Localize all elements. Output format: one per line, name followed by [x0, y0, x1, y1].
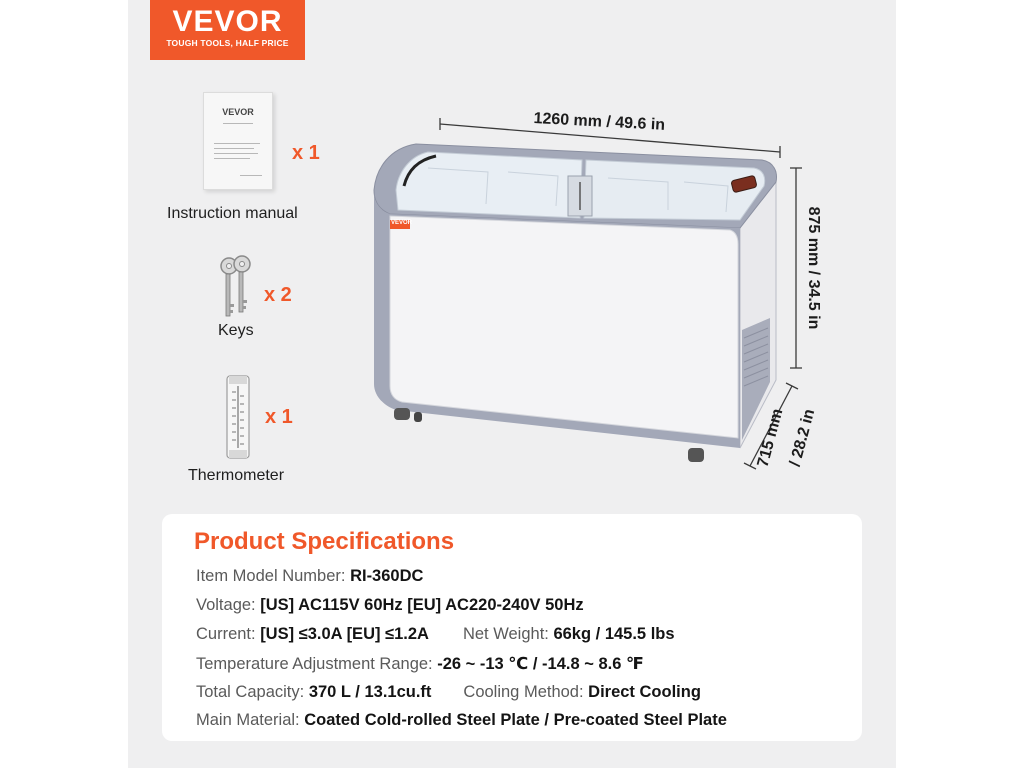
logo-tagline: TOUGH TOOLS, HALF PRICE: [166, 38, 289, 48]
spec-voltage-value: [US] AC115V 60Hz [EU] AC220-240V 50Hz: [260, 596, 584, 614]
spec-row-capacity-cooling: [196, 683, 701, 702]
freezer-badge: VEVOR: [391, 220, 413, 226]
spec-temp-value: -26 ~ -13 ℃ / -14.8 ~ 8.6 ℉: [437, 655, 644, 673]
product-image-canvas: [128, 0, 896, 768]
spec-current-value: [US] ≤3.0A [EU] ≤1.2A: [260, 625, 429, 643]
dimension-depth-label-mm: 715 mm: [754, 406, 787, 469]
spec-voltage-label: Voltage:: [196, 596, 261, 614]
spec-title: Product Specifications: [194, 528, 455, 555]
spec-row-material: [196, 711, 727, 730]
keys-label: Keys: [218, 322, 254, 339]
dimension-height-label: 875 mm / 34.5 in: [805, 206, 822, 330]
manual-label: Instruction manual: [167, 205, 298, 222]
thermometer-label: Thermometer: [188, 467, 285, 484]
spec-model-value: RI-360DC: [350, 567, 424, 585]
spec-row-current-weight: [196, 625, 675, 644]
spec-capacity-value: 370 L / 13.1cu.ft: [308, 683, 432, 701]
manual-qty: x 1: [292, 142, 320, 164]
thermometer-icon: [227, 376, 249, 458]
spec-temp-label: Temperature Adjustment Range:: [196, 655, 438, 673]
spec-model-label: Item Model Number:: [196, 567, 351, 585]
dimension-width-label: 1260 mm / 49.6 in: [533, 110, 666, 134]
keys-icon: [221, 256, 250, 316]
manual-cover-brand: VEVOR: [222, 107, 254, 117]
chest-freezer-image: [374, 144, 776, 462]
spec-current-label: Current:: [196, 625, 261, 643]
spec-material-label: Main Material:: [196, 711, 305, 729]
logo-brand: VEVOR: [172, 5, 283, 38]
spec-row-model: [196, 567, 423, 586]
spec-row-temperature: [196, 654, 644, 674]
product-specifications-card: [162, 514, 862, 741]
spec-weight-value: 66kg / 145.5 lbs: [553, 625, 675, 643]
thermometer-qty: x 1: [265, 406, 293, 428]
dimension-depth-label-in: / 28.2 in: [786, 407, 819, 469]
spec-cooling-value: Direct Cooling: [588, 683, 701, 701]
spec-row-voltage: [196, 596, 584, 615]
keys-qty: x 2: [264, 284, 292, 306]
spec-capacity-label: Total Capacity:: [196, 683, 309, 701]
spec-weight-label: Net Weight:: [462, 625, 554, 643]
spec-material-value: Coated Cold-rolled Steel Plate / Pre-coated Steel Plate: [304, 711, 727, 729]
spec-cooling-label: Cooling Method:: [463, 683, 589, 701]
